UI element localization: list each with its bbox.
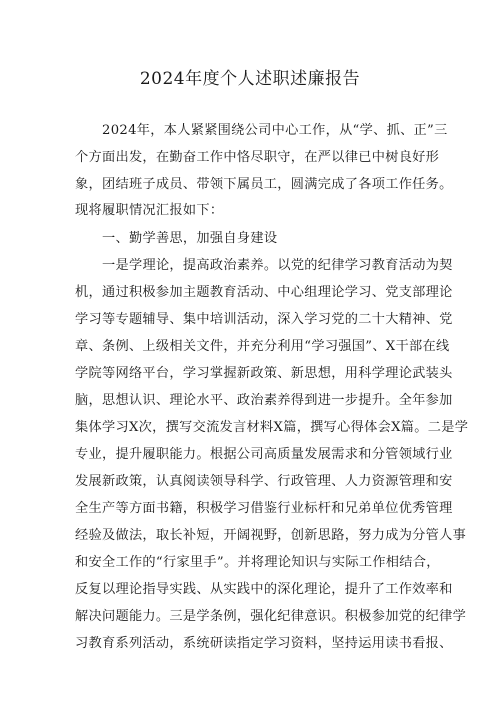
paragraph-line: 机，通过积极参加主题教育活动、中心组理论学习、党支部理论 [75, 285, 453, 300]
paragraph-line: 反复以理论指导实践、从实践中的深化理论，提升了工作效率和 [75, 582, 453, 597]
paragraph-line: 习教育系列活动，系统研读指定学习资料，坚持运用读书看报、 [75, 636, 453, 651]
paragraph-line: 一是学理论，提高政治素养。以党的纪律学习教育活动为契 [102, 258, 453, 273]
paragraph-line: 象，团结班子成员、带领下属员工，圆满完成了各项工作任务。 [75, 177, 453, 192]
paragraph-line: 2024年，本人紧紧围绕公司中心工作，从“学、抓、正”三 [102, 123, 448, 138]
paragraph-line: 学院等网络平台，学习掌握新政策、新思想，用科学理论武装头 [75, 366, 453, 381]
section-heading: 一、勤学善思，加强自身建设 [102, 231, 278, 246]
paragraph-line: 解决问题能力。三是学条例，强化纪律意识。积极参加党的纪律学 [75, 609, 467, 624]
paragraph-line: 脑，思想认识、理论水平、政治素养得到进一步提升。全年参加 [75, 393, 453, 408]
paragraph-line: 经验及做法，取长补短，开阔视野，创新思路，努力成为分管人事 [75, 528, 467, 543]
paragraph-line: 专业，提升履职能力。根据公司高质量发展需求和分管领域行业 [75, 447, 453, 462]
paragraph-line: 集体学习X次，撰写交流发言材料X篇，撰写心得体会X篇。二是学 [75, 420, 469, 435]
document-title: 2024年度个人述职述廉报告 [139, 69, 361, 89]
paragraph-line: 发展新政策，认真阅读领导科学、行政管理、人力资源管理和安 [75, 474, 453, 489]
paragraph-line: 学习等专题辅导、集中培训活动，深入学习党的二十大精神、党 [75, 312, 453, 327]
paragraph-line: 全生产等方面书籍，积极学习借鉴行业标杆和兄弟单位优秀管理 [75, 501, 453, 516]
paragraph-line: 现将履职情况汇报如下： [75, 203, 224, 218]
paragraph-line: 个方面出发，在勤奋工作中恪尽职守，在严以律已中树良好形 [75, 150, 440, 165]
paragraph-line: 和安全工作的“行家里手”。并将理论知识与实际工作相结合， [75, 555, 440, 570]
paragraph-line: 章、条例、上级相关文件，并充分利用“学习强国”、X干部在线 [75, 339, 450, 354]
